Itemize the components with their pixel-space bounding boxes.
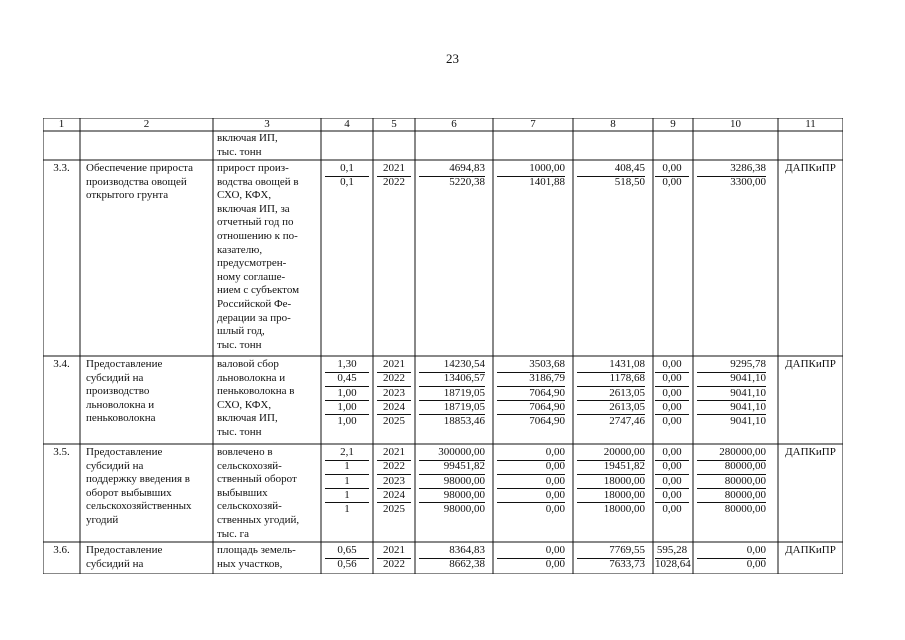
section-name: Предоставление субсидий на поддержку введения в оборот выбывших сельскохозяйственных угодий — [86, 446, 192, 526]
section-indicator: площадь земель- ных участков, — [217, 544, 296, 570]
section-number: 3.4. — [53, 358, 70, 370]
section-indicator: валовой сбор льноволокна и пеньковолокна в СХО, КФХ, включая ИП, тыс. тонн — [217, 358, 295, 438]
value-cell: 1401,88 — [529, 176, 565, 189]
value-cell: 1028,64 — [655, 558, 691, 571]
value-cell: 0,00 — [655, 460, 689, 475]
value-cell: 595,28 — [655, 544, 689, 559]
year-cell: 2021 — [377, 544, 411, 559]
value-cell: 80000,00 — [697, 475, 766, 490]
section-number: 3.3. — [53, 162, 70, 174]
value-cell: 1,30 — [325, 358, 369, 373]
year-cell: 2022 — [383, 176, 405, 189]
value-cell: 1,00 — [337, 415, 357, 428]
value-cell: 0,00 — [746, 558, 766, 571]
value-cell: 1178,68 — [577, 372, 645, 387]
section-number: 3.5. — [53, 446, 70, 458]
value-cell: 0,00 — [697, 544, 766, 559]
value-cell: 0,1 — [325, 162, 369, 177]
year-cell: 2023 — [377, 475, 411, 490]
column-header-6: 6 — [451, 118, 457, 130]
section-executor: ДАПКиПР — [785, 544, 836, 556]
section-name: Обеспечение прироста производства овощей открытого грунта — [86, 162, 194, 202]
value-cell: 0,00 — [662, 176, 682, 189]
column-header-8: 8 — [610, 118, 616, 130]
year-cell: 2025 — [383, 503, 405, 516]
value-cell: 80000,00 — [697, 489, 766, 504]
value-cell: 2,1 — [325, 446, 369, 461]
year-cell: 2024 — [377, 489, 411, 504]
value-cell: 7064,90 — [497, 401, 565, 416]
value-cell: 18000,00 — [577, 475, 645, 490]
year-cell: 2021 — [377, 358, 411, 373]
value-cell: 3286,38 — [697, 162, 766, 177]
section-executor: ДАПКиПР — [785, 446, 836, 458]
value-cell: 1,00 — [325, 401, 369, 416]
column-header-7: 7 — [530, 118, 536, 130]
value-cell: 0,00 — [545, 558, 565, 571]
column-header-9: 9 — [670, 118, 676, 130]
value-cell: 9295,78 — [697, 358, 766, 373]
value-cell: 0,00 — [662, 503, 682, 516]
year-cell: 2022 — [383, 558, 405, 571]
value-cell: 0,00 — [655, 358, 689, 373]
section-number: 3.6. — [53, 544, 70, 556]
value-cell: 408,45 — [577, 162, 645, 177]
section-indicator: прирост произ- водства овощей в СХО, КФХ, включая ИП, за отчетный год по отношению к по- казателю, предусмотрен- ному соглаше- нием с субъектом Российской Фе- дерации за про- шлый год, тыс. тонн — [217, 162, 300, 351]
value-cell: 20000,00 — [577, 446, 645, 461]
value-cell: 1,00 — [325, 387, 369, 402]
year-cell: 2023 — [377, 387, 411, 402]
value-cell: 14230,54 — [419, 358, 485, 373]
value-cell: 7064,90 — [529, 415, 565, 428]
section-name: Предоставление субсидий на производство льноволокна и пеньковолокна — [86, 358, 163, 425]
value-cell: 98000,00 — [419, 489, 485, 504]
year-cell: 2022 — [377, 372, 411, 387]
value-cell: 1 — [325, 460, 369, 475]
value-cell: 0,00 — [655, 387, 689, 402]
value-cell: 9041,10 — [697, 401, 766, 416]
value-cell: 0,00 — [655, 475, 689, 490]
value-cell: 0,00 — [545, 503, 565, 516]
value-cell: 18000,00 — [603, 503, 645, 516]
page-number: 23 — [446, 51, 459, 66]
value-cell: 3186,79 — [497, 372, 565, 387]
year-cell: 2021 — [377, 446, 411, 461]
value-cell: 0,1 — [340, 176, 354, 189]
continued-indicator: включая ИП, тыс. тонн — [217, 132, 278, 158]
year-cell: 2022 — [377, 460, 411, 475]
value-cell: 1000,00 — [497, 162, 565, 177]
value-cell: 7633,73 — [609, 558, 645, 571]
value-cell: 1 — [325, 475, 369, 490]
value-cell: 4694,83 — [419, 162, 485, 177]
value-cell: 18719,05 — [419, 387, 485, 402]
year-cell: 2021 — [377, 162, 411, 177]
year-cell: 2024 — [377, 401, 411, 416]
value-cell: 9041,10 — [730, 415, 766, 428]
value-cell: 0,00 — [497, 446, 565, 461]
column-header-2: 2 — [143, 118, 150, 130]
column-header-1: 1 — [58, 118, 65, 130]
value-cell: 98000,00 — [419, 475, 485, 490]
column-header-10: 10 — [730, 118, 741, 130]
value-cell: 80000,00 — [697, 460, 766, 475]
value-cell: 98000,00 — [443, 503, 485, 516]
column-header-11: 11 — [805, 118, 816, 130]
year-cell: 2025 — [383, 415, 405, 428]
value-cell: 7064,90 — [497, 387, 565, 402]
value-cell: 1 — [325, 489, 369, 504]
value-cell: 99451,82 — [419, 460, 485, 475]
value-cell: 0,00 — [662, 415, 682, 428]
value-cell: 80000,00 — [724, 503, 766, 516]
section-name: Предоставление субсидий на — [86, 544, 163, 570]
value-cell: 518,50 — [614, 176, 645, 189]
value-cell: 18000,00 — [577, 489, 645, 504]
column-header-5: 5 — [391, 118, 397, 130]
value-cell: 280000,00 — [697, 446, 766, 461]
value-cell: 8364,83 — [419, 544, 485, 559]
value-cell: 5220,38 — [449, 176, 485, 189]
value-cell: 2747,46 — [609, 415, 645, 428]
value-cell: 7769,55 — [577, 544, 645, 559]
value-cell: 19451,82 — [577, 460, 645, 475]
section-executor: ДАПКиПР — [785, 358, 836, 370]
value-cell: 1431,08 — [577, 358, 645, 373]
value-cell: 13406,57 — [419, 372, 485, 387]
value-cell: 0,00 — [497, 460, 565, 475]
value-cell: 2613,05 — [577, 401, 645, 416]
value-cell: 0,00 — [655, 446, 689, 461]
value-cell: 8662,38 — [449, 558, 485, 571]
value-cell: 0,00 — [655, 489, 689, 504]
value-cell: 0,00 — [655, 401, 689, 416]
value-cell: 18853,46 — [443, 415, 485, 428]
value-cell: 2613,05 — [577, 387, 645, 402]
section-indicator: вовлечено в сельскохозяй- ственный оборот выбывших сельскохозяй- ственных угодий, тыс. га — [217, 446, 300, 540]
value-cell: 9041,10 — [697, 387, 766, 402]
value-cell: 0,00 — [497, 544, 565, 559]
value-cell: 3300,00 — [730, 176, 766, 189]
value-cell: 0,00 — [655, 372, 689, 387]
value-cell: 300000,00 — [419, 446, 485, 461]
value-cell: 18719,05 — [419, 401, 485, 416]
value-cell: 0,00 — [655, 162, 689, 177]
value-cell: 1 — [344, 503, 350, 516]
value-cell: 0,00 — [497, 489, 565, 504]
value-cell: 0,56 — [337, 558, 357, 571]
column-header-3: 3 — [264, 118, 270, 130]
column-header-4: 4 — [344, 118, 350, 130]
value-cell: 0,00 — [497, 475, 565, 490]
value-cell: 0,45 — [325, 372, 369, 387]
value-cell: 3503,68 — [497, 358, 565, 373]
section-executor: ДАПКиПР — [785, 162, 836, 174]
value-cell: 0,65 — [325, 544, 369, 559]
value-cell: 9041,10 — [697, 372, 766, 387]
